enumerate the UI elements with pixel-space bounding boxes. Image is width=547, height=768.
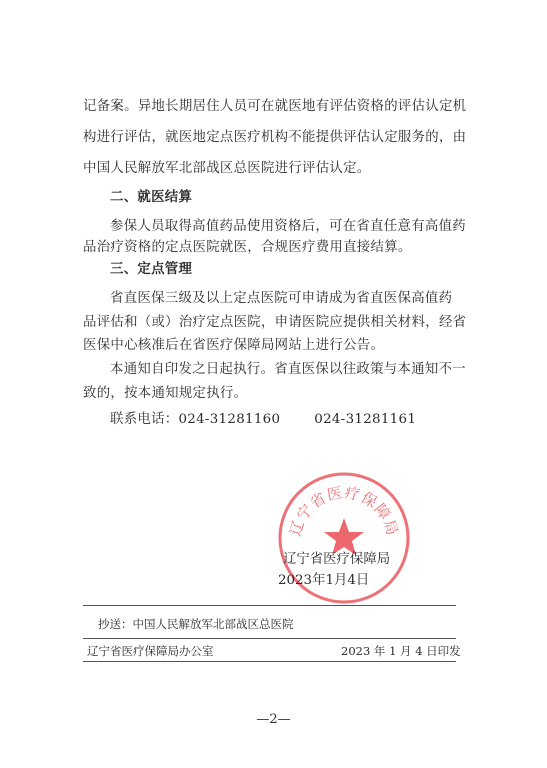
- seal-arc-text: 辽宁省医疗保障局: [286, 483, 402, 539]
- cc-line: 抄送：中国人民解放军北部战区总医院: [98, 617, 294, 631]
- body-line: 构进行评估，就医地定点医疗机构不能提供评估认定服务的，由: [83, 130, 467, 145]
- body-line: 参保人员取得高值药品使用资格后，可在省直任意有高值药: [110, 219, 466, 234]
- body-line: 省直医保三级及以上定点医院可申请成为省直医保高值药: [110, 291, 453, 306]
- footer-divider: [83, 661, 456, 662]
- contact-line: [110, 408, 416, 427]
- body-line: 记备案。异地长期居住人员可在就医地有评估资格的评估认定机: [83, 99, 467, 114]
- contact-label: 联系电话：: [110, 412, 179, 427]
- body-line: 中国人民解放军北部战区总医院进行评估认定。: [83, 161, 371, 176]
- page-number: —2—: [256, 712, 291, 727]
- body-line: 本通知自印发之日起执行。省直医保以往政策与本通知不一: [110, 362, 466, 377]
- issuing-organization: 辽宁省医疗保障局: [283, 552, 391, 567]
- contact-phone: 024-31281161: [314, 412, 417, 427]
- footer-divider: [83, 638, 456, 639]
- body-line: 品评估和（或）治疗定点医院，申请医院应提供相关材料，经省: [83, 315, 467, 330]
- issue-date: 2023年1月4日: [278, 573, 370, 588]
- footer-divider: [83, 605, 456, 606]
- issuing-office: 辽宁省医疗保障局办公室: [87, 644, 214, 658]
- print-date: 2023 年 1 月 4 日印发: [341, 644, 461, 658]
- body-line: 致的，按本通知规定执行。: [83, 386, 248, 401]
- contact-phone: 024-31281160: [178, 412, 281, 427]
- section-heading-settlement: 二、就医结算: [110, 190, 193, 205]
- section-heading-designated-management: 三、定点管理: [110, 262, 193, 277]
- body-line: 品治疗资格的定点医院就医，合规医疗费用直接结算。: [83, 240, 412, 255]
- body-line: 医保中心核准后在省医疗保障局网站上进行公告。: [83, 338, 385, 353]
